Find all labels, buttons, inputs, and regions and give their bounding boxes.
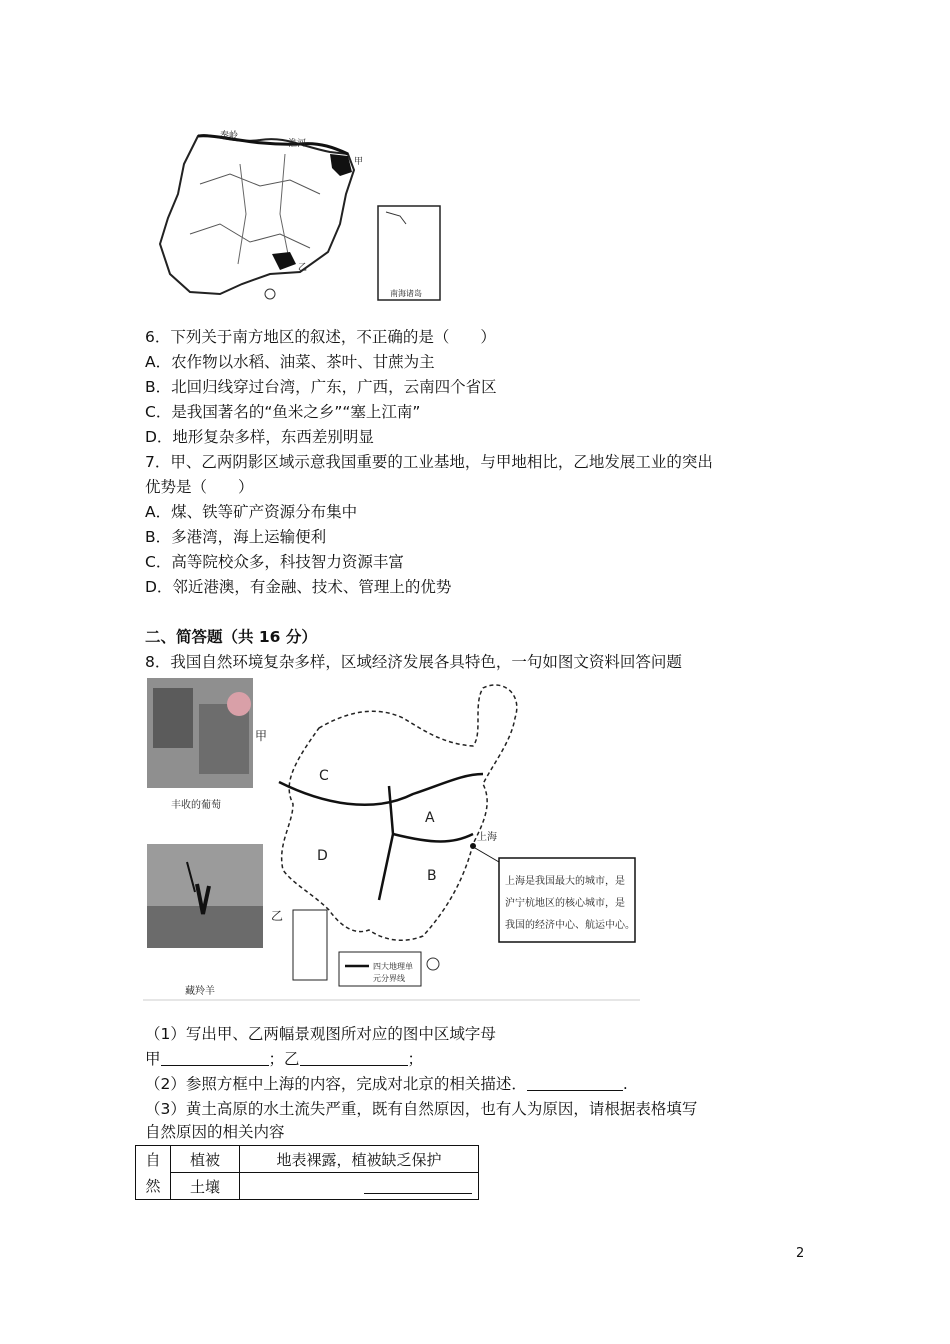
answer-blank-beijing[interactable] bbox=[527, 1074, 623, 1091]
shaded-area-yi bbox=[272, 252, 296, 270]
china-map-outline bbox=[282, 685, 517, 940]
region-a: A bbox=[425, 810, 435, 826]
callout-line1: 上海是我国最大的城市，是 bbox=[505, 876, 625, 887]
photo1-caption: 丰收的葡萄 bbox=[171, 800, 221, 811]
q7-option-c: C．高等院校众多，科技智力资源丰富 bbox=[145, 553, 404, 571]
map-label-huaihe: 淮河 bbox=[288, 139, 307, 149]
q6-option-d: D．地形复杂多样，东西差别明显 bbox=[145, 428, 374, 446]
answer-blank-soil[interactable] bbox=[364, 1177, 472, 1194]
q8-sub3-line1: （3）黄土高原的水土流失严重，既有自然原因，也有人为原因，请根据表格填写 bbox=[145, 1100, 698, 1118]
section2-title: 二、简答题（共 16 分） bbox=[145, 628, 317, 646]
callout-line3: 我国的经济中心、航运中心。 bbox=[505, 920, 635, 931]
q6-option-a: A．农作物以水稻、油菜、茶叶、甘蔗为主 bbox=[145, 353, 435, 371]
table-cell-soil-answer[interactable] bbox=[240, 1173, 479, 1200]
region-b: B bbox=[427, 868, 437, 884]
region-d: D bbox=[317, 848, 328, 864]
shanghai-label: 上海 bbox=[477, 832, 497, 843]
photo1-label: 甲 bbox=[255, 729, 268, 743]
q6-option-b: B．北回归线穿过台湾，广东，广西，云南四个省区 bbox=[145, 378, 497, 396]
south-china-sea-inset bbox=[378, 206, 440, 300]
china-region-figure bbox=[143, 674, 640, 1002]
sub1-yi-label: ；乙 bbox=[268, 1050, 300, 1068]
q7-option-a: A．煤、铁等矿产资源分布集中 bbox=[145, 503, 358, 521]
map-label-jia: 甲 bbox=[354, 157, 364, 167]
table-row bbox=[136, 1173, 479, 1200]
q7-stem-line1: 7．甲、乙两阴影区域示意我国重要的工业基地，与甲地相比，乙地发展工业的突出 bbox=[145, 453, 713, 471]
inset-label: 南海诸岛 bbox=[390, 289, 422, 298]
photo2-caption: 藏羚羊 bbox=[185, 986, 215, 997]
q7-option-b: B．多港湾，海上运输便利 bbox=[145, 528, 327, 546]
q7-stem-line2: 优势是（ ） bbox=[145, 478, 254, 496]
map-label-yi: 乙 bbox=[298, 263, 308, 273]
legend-line1: 四大地理单 bbox=[373, 962, 413, 971]
answer-blank-jia[interactable] bbox=[161, 1049, 269, 1066]
table-cell-vegetation-desc: 地表裸露，植被缺乏保护 bbox=[240, 1146, 479, 1173]
table-head-char2: 然 bbox=[145, 1176, 161, 1195]
sub1-end: ； bbox=[407, 1050, 424, 1068]
q8-sub3-line2: 自然原因的相关内容 bbox=[145, 1123, 285, 1141]
china-map-inset bbox=[293, 910, 327, 980]
south-region-outline bbox=[160, 135, 354, 294]
south-region-map bbox=[150, 124, 450, 306]
q8-sub1-answer-line bbox=[145, 1047, 423, 1071]
q6-stem: 6．下列关于南方地区的叙述，不正确的是（ ） bbox=[145, 328, 496, 346]
q8-sub2-line bbox=[145, 1072, 628, 1096]
q7-option-d: D．邻近港澳，有金融、技术、管理上的优势 bbox=[145, 578, 452, 596]
sub1-jia-label: 甲 bbox=[145, 1050, 161, 1068]
legend-line2: 元分界线 bbox=[373, 974, 405, 983]
q8-sub2: （2）参照方框中上海的内容，完成对北京的相关描述． bbox=[145, 1075, 527, 1093]
table-cell-soil: 土壤 bbox=[171, 1173, 240, 1200]
table-head-char1: 自 bbox=[145, 1150, 161, 1169]
q8-stem: 8．我国自然环境复杂多样，区域经济发展各具特色，一句如图文资料回答问题 bbox=[145, 653, 682, 671]
q6-option-c: C．是我国著名的“鱼米之乡”“塞上江南” bbox=[145, 403, 421, 421]
natural-causes-table bbox=[135, 1145, 479, 1200]
map-label-qinling: 秦岭 bbox=[220, 131, 239, 141]
callout-line2: 沪宁杭地区的核心城市，是 bbox=[505, 898, 625, 909]
table-row bbox=[136, 1146, 479, 1173]
answer-blank-yi[interactable] bbox=[300, 1049, 408, 1066]
photo2-label: 乙 bbox=[271, 909, 284, 923]
page-number: 2 bbox=[796, 1246, 805, 1261]
table-head-cell bbox=[136, 1146, 171, 1200]
q8-sub1: （1）写出甲、乙两幅景观图所对应的图中区域字母 bbox=[145, 1025, 496, 1043]
sub2-end: . bbox=[622, 1075, 628, 1093]
table-cell-vegetation: 植被 bbox=[171, 1146, 240, 1173]
region-c: C bbox=[319, 768, 329, 784]
